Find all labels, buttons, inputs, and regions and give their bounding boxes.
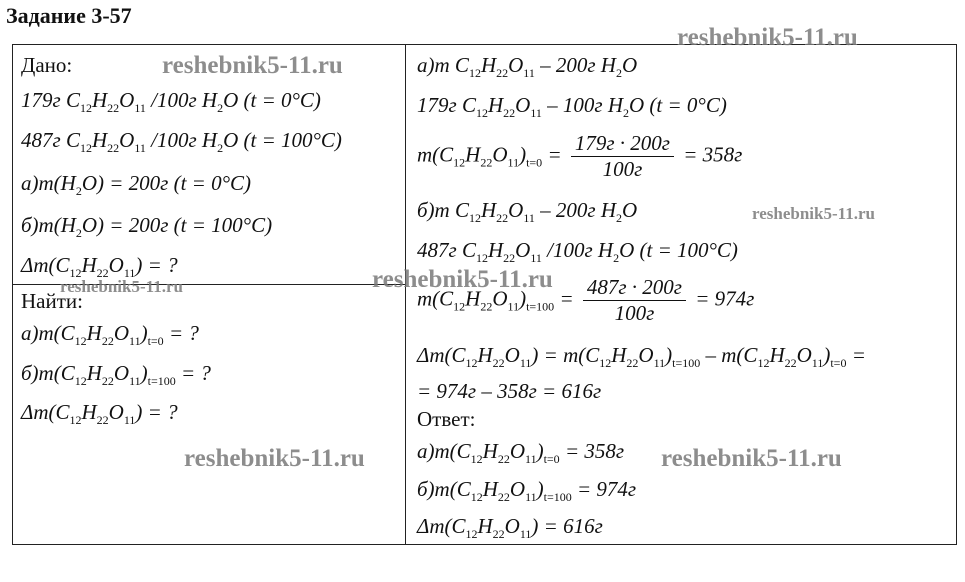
solution-line-2: 179г $C_{12}H_{22}O_{11} - 100г$ $H_2O$ (t = 0°C) xyxy=(417,93,727,120)
solution-line-7: $\Delta m(C_{12}H_{22}O_{11}) = m(C_{12}H_{22}O_{11})_{t=100} - m(C_{12}H_{22}O_{11})_{t=0}$ = xyxy=(417,343,866,370)
given-line-1: 179г $C_{12}H_{22}O_{11}$ /100г $H_2O$ (t = 0°C) xyxy=(21,88,321,115)
task-title: Задание 3-57 xyxy=(6,3,132,28)
given-line-3: $а)m(H_2O) = 200г$ (t = 0°C) xyxy=(21,171,252,198)
given-line-4: $б)m(H_2O) = 200г$ (t = 100°C) xyxy=(21,213,273,240)
watermark: reshebnik5-11.ru xyxy=(372,266,553,293)
solution-line-5: 487г $C_{12}H_{22}O_{11}$ /100г $H_2O$ (t = 100°C) xyxy=(417,238,738,265)
watermark: reshebnik5-11.ru xyxy=(60,277,183,296)
solution-line-3: $m(C_{12}H_{22}O_{11})_{t=0}$ = $\frac{179г \cdot 200г}{100г}$ = 358г xyxy=(417,131,743,181)
answer-line-1: $а)m(C_{12}H_{22}O_{11})_{t=0} = 358г$ xyxy=(417,439,625,466)
najti-label: Найти: xyxy=(21,289,83,313)
given-line-2: 487г $C_{12}H_{22}O_{11}$ /100г $H_2O$ (t = 100°C) xyxy=(21,128,342,155)
watermark: reshebnik5-11.ru xyxy=(162,52,343,79)
solution-line-1: а)m $C_{12}H_{22}O_{11} - 200г$ $H_2O$ xyxy=(417,53,638,80)
answer-label: Ответ: xyxy=(417,407,476,431)
find-line-2: $б)m(C_{12}H_{22}O_{11})_{t=100}$ = ? xyxy=(21,361,211,388)
solution-line-8: = 974г – 358г = 616г xyxy=(417,379,602,403)
watermark: reshebnik5-11.ru xyxy=(752,204,875,223)
dano-label: Дано: xyxy=(21,53,73,77)
answer-line-3: $\Delta m(C_{12}H_{22}O_{11}) = 616г$ xyxy=(417,514,603,541)
watermark: reshebnik5-11.ru xyxy=(184,445,365,472)
watermark: reshebnik5-11.ru xyxy=(661,445,842,472)
find-line-3: $\Delta m(C_{12}H_{22}O_{11})$ = ? xyxy=(21,400,178,427)
given-line-5: $\Delta m(C_{12}H_{22}O_{11})$ = ? xyxy=(21,253,178,280)
watermark: reshebnik5-11.ru xyxy=(677,24,858,51)
find-line-1: $а)m(C_{12}H_{22}O_{11})_{t=0}$ = ? xyxy=(21,321,199,348)
column-divider xyxy=(405,45,406,544)
solution-line-6: $m(C_{12}H_{22}O_{11})_{t=100}$ = $\frac{487г \cdot 200г}{100г}$ = 974г xyxy=(417,275,755,325)
answer-line-2: $б)m(C_{12}H_{22}O_{11})_{t=100} = 974г$ xyxy=(417,477,637,504)
solution-line-4: б)m $C_{12}H_{22}O_{11} - 200г$ $H_2O$ xyxy=(417,198,638,225)
